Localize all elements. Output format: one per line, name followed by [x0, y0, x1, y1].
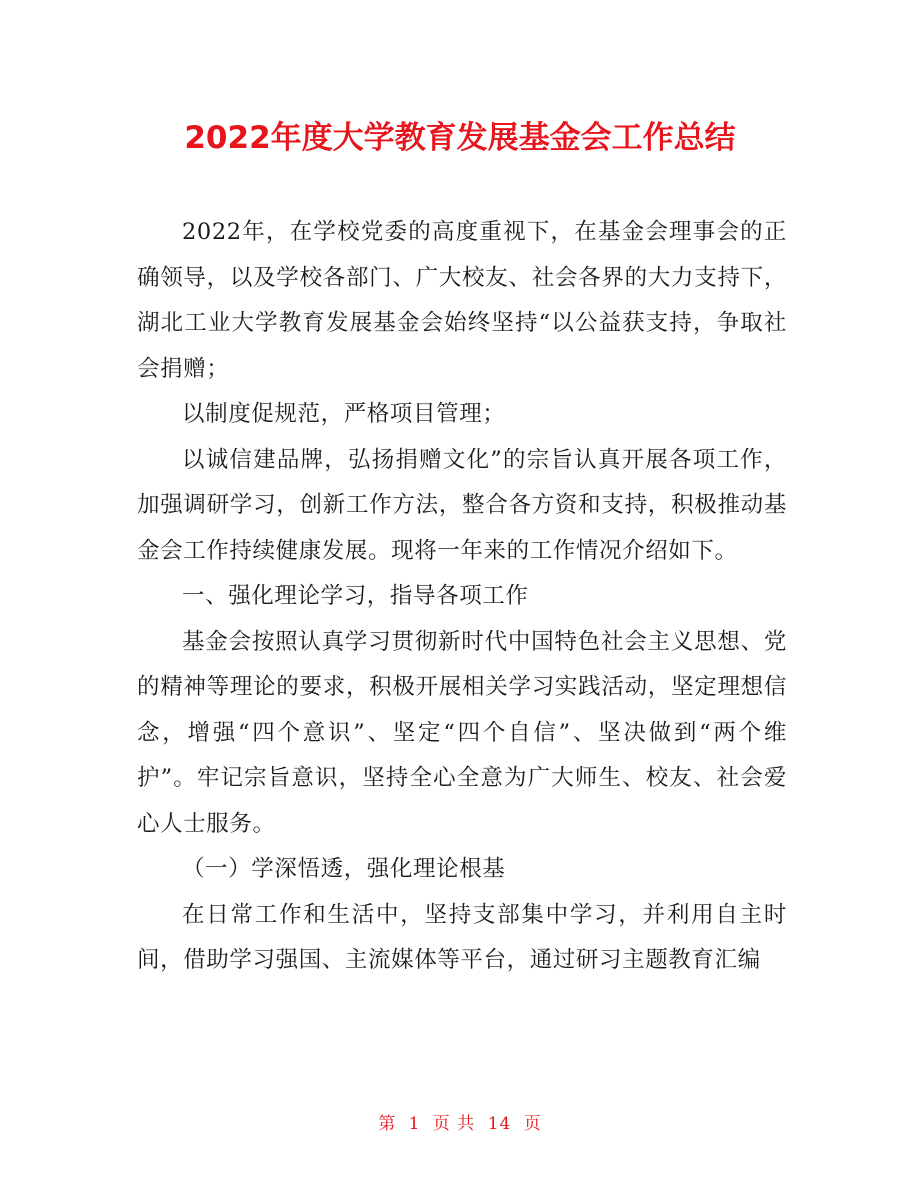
subsection-heading-1: （一）学深悟透，强化理论根基: [182, 856, 506, 882]
footer-total-pages: 14: [487, 1114, 512, 1134]
paragraph-intro: 2022年，在学校党委的高度重视下，在基金会理事会的正确领导，以及学校各部门、广大校友、社会各界的大力支持下，湖北工业大学教育发展基金会始终坚持“以公益获支持，争取社会捐赠；: [137, 219, 787, 382]
footer-prefix: 第: [378, 1114, 397, 1134]
section-heading-1: 一、强化理论学习，指导各项工作: [182, 583, 529, 609]
footer-current-page: 1: [408, 1114, 421, 1134]
document-body: [137, 210, 787, 984]
paragraph-theory: 基金会按照认真学习贯彻新时代中国特色社会主义思想、党的精神等理论的要求，积极开展相关学习实践活动，坚定理想信念，增强“四个意识”、坚定“四个自信”、坚决做到“两个维护”。牢记宗旨意识，坚持全心全意为广大师生、校友、社会爱心人士服务。: [137, 628, 787, 837]
paragraph-daily-study: 在日常工作和生活中，坚持支部集中学习，并利用自主时间，借助学习强国、主流媒体等平台，通过研习主题教育汇编: [137, 901, 787, 973]
footer-middle: 页 共: [432, 1114, 476, 1134]
document-title: 2022年度大学教育发展基金会工作总结: [184, 120, 736, 156]
page-number-footer: [0, 1112, 920, 1136]
paragraph-system: 以制度促规范，严格项目管理；: [182, 401, 506, 427]
footer-suffix: 页: [523, 1114, 542, 1134]
paragraph-integrity: 以诚信建品牌，弘扬捐赠文化”的宗旨认真开展各项工作，加强调研学习，创新工作方法，整合各方资和支持，积极推动基金会工作持续健康发展。现将一年来的工作情况介绍如下。: [137, 446, 787, 564]
